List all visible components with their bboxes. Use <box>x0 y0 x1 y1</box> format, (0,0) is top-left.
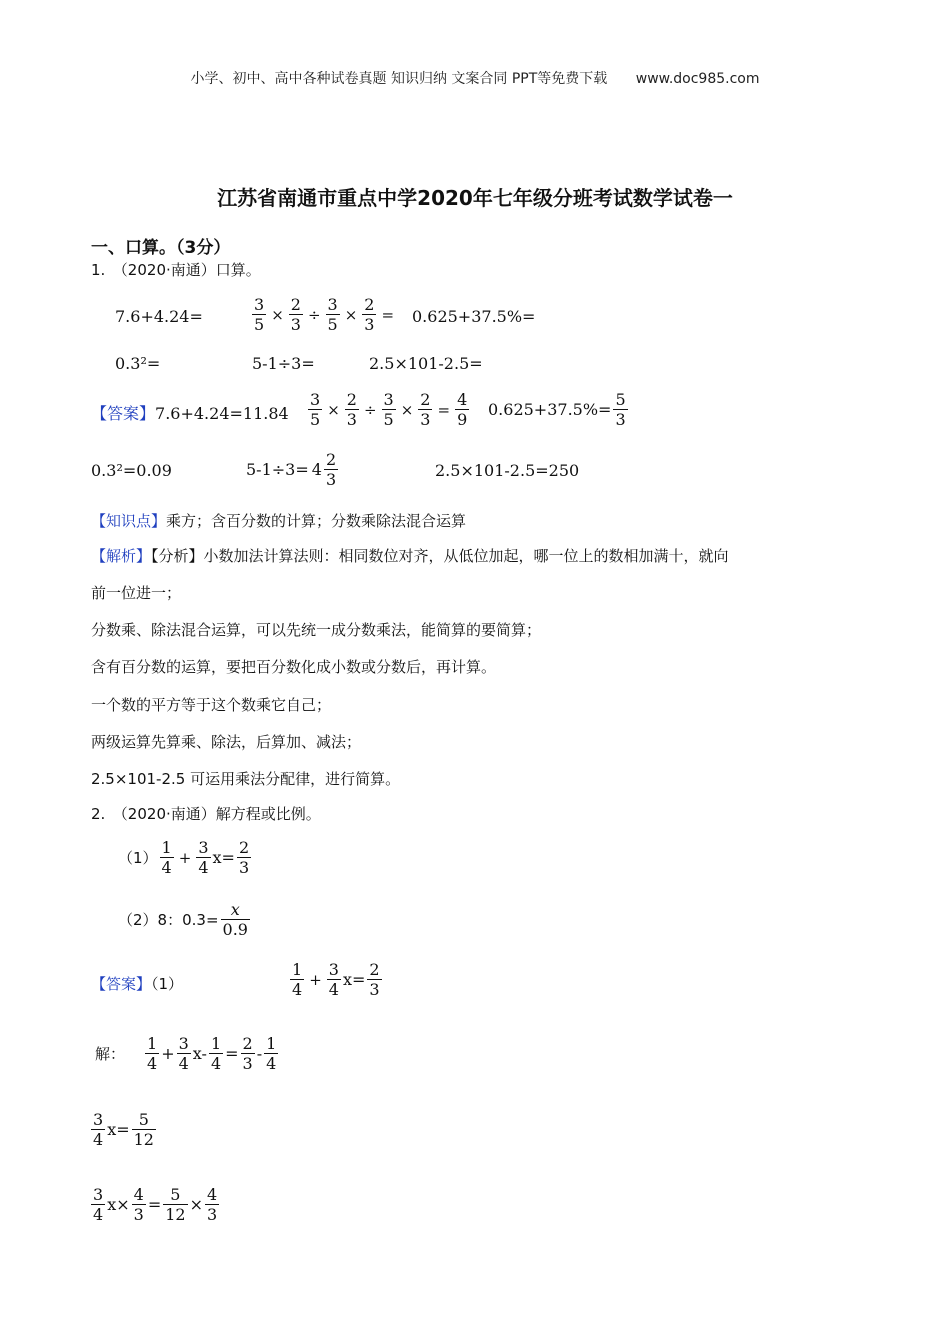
q1-problem-2: $\frac{3}{5}$ × $\frac{2}{3}$ ÷ $\frac{3}{5}$ × $\frac{2}{3}$ = <box>254 295 395 334</box>
question-2-label: 2. （2020·南通）解方程或比例。 <box>91 805 321 823</box>
analysis-line-6: 两级运算先算乘、除法，后算加、减法； <box>91 733 362 751</box>
solve-step-3: $\frac{3}{4}$ x× $\frac{4}{3}$ = $\frac{5}{12}$ × $\frac{4}{3}$ <box>93 1185 218 1224</box>
q1-problem-5: 5-1÷3= <box>252 354 315 373</box>
fraction: $\frac{5}{12}$ <box>165 1185 186 1224</box>
fraction: $\frac{1}{4}$ <box>147 1034 158 1073</box>
q1-answer-3: 0.625+37.5%= $\frac{5}{3}$ <box>488 390 626 429</box>
fraction: $\frac{5}{12}$ <box>133 1110 154 1149</box>
fraction: $\frac{2}{3}$ <box>325 450 337 489</box>
fraction: $\frac{1}{4}$ <box>266 1034 277 1073</box>
fraction: $\frac{3}{5}$ <box>310 390 321 429</box>
analysis-line-4: 含有百分数的运算，要把百分数化成小数或分数后，再计算。 <box>91 658 497 676</box>
header-text: 小学、初中、高中各种试卷真题 知识归纳 文案合同 PPT等免费下载 <box>190 71 608 87</box>
fraction: $\frac{2}{3}$ <box>420 390 431 429</box>
fraction: $\frac{3}{4}$ <box>328 960 339 999</box>
fraction: $\frac{2}{3}$ <box>346 390 357 429</box>
answer-tag: 【答案】 <box>91 975 152 993</box>
fraction: $\frac{2}{3}$ <box>369 960 380 999</box>
fraction: $\frac{1}{4}$ <box>292 960 303 999</box>
q1-problem-1: 7.6+4.24= <box>115 307 203 326</box>
fraction: $\frac{2}{3}$ <box>290 295 301 334</box>
fraction: $\frac{3}{4}$ <box>93 1185 104 1224</box>
q1-problem-6: 2.5×101-2.5= <box>369 354 483 373</box>
fraction: $\frac{2}{3}$ <box>364 295 375 334</box>
q1-answer-4: 0.3²=0.09 <box>91 461 172 480</box>
header-url[interactable]: www.doc985.com <box>635 71 760 87</box>
q1-problem-3: 0.625+37.5%= <box>412 307 536 326</box>
knowledge-tag: 【知识点】 <box>91 512 167 530</box>
question-1-label: 1. （2020·南通）口算。 <box>91 261 261 279</box>
analysis-line-3: 分数乘、除法混合运算，可以先统一成分数乘法，能简算的要简算； <box>91 621 542 639</box>
fraction: $\frac{2}{3}$ <box>238 838 250 877</box>
q1-answer-2: $\frac{3}{5}$ × $\frac{2}{3}$ ÷ $\frac{3}{5}$ × $\frac{2}{3}$ = $\frac{4}{9}$ <box>310 390 468 429</box>
fraction: $\frac{4}{9}$ <box>457 390 468 429</box>
analysis-line-5: 一个数的平方等于这个数乘它自己； <box>91 696 332 714</box>
fraction: $\frac{2}{3}$ <box>242 1034 253 1073</box>
page-header <box>0 68 950 88</box>
q1-answer-5: 5-1÷3= 4 $\frac{2}{3}$ <box>246 450 340 489</box>
fraction: $\frac{3}{5}$ <box>254 295 265 334</box>
q1-answer-6: 2.5×101-2.5=250 <box>435 461 580 480</box>
fraction: $\frac{5}{3}$ <box>615 390 626 429</box>
q2-answer-equation: $\frac{1}{4}$ + $\frac{3}{4}$ x= $\frac{2}{3}$ <box>292 960 380 999</box>
analysis-line-1: 【解析】【分析】小数加法计算法则：相同数位对齐，从低位加起，哪一位上的数相加满十，就向 <box>91 547 729 565</box>
fraction: $\frac{1}{4}$ <box>210 1034 222 1073</box>
q1-problem-4: 0.3²= <box>115 354 161 373</box>
fraction: $\frac{x}{0.9}$ <box>222 900 248 939</box>
q2-problem-2: （2）8：0.3= $\frac{x}{0.9}$ <box>118 900 248 939</box>
knowledge-points: 【知识点】乘方；含百分数的计算；分数乘除法混合运算 <box>91 512 467 530</box>
answer-tag: 【答案】 <box>91 404 156 423</box>
solve-step-1: 解： $\frac{1}{4}$ + $\frac{3}{4}$ x- $\frac{1}{4}$ = $\frac{2}{3}$ - $\frac{1}{4}$ <box>95 1034 277 1073</box>
fraction: $\frac{3}{4}$ <box>178 1034 189 1073</box>
q2-problem-1: （1） $\frac{1}{4}$ + $\frac{3}{4}$ x= $\frac{2}{3}$ <box>118 838 250 877</box>
q2-answer-label: 【答案】（1） <box>91 975 184 993</box>
fraction: $\frac{3}{4}$ <box>93 1110 104 1149</box>
analysis-line-2: 前一位进一； <box>91 584 182 602</box>
fraction: $\frac{3}{5}$ <box>383 390 394 429</box>
mixed-number: 4 $\frac{2}{3}$ <box>311 450 337 489</box>
analysis-line-7: 2.5×101-2.5 可运用乘法分配律，进行简算。 <box>91 770 401 788</box>
analysis-tag: 【解析】 <box>91 547 152 565</box>
fraction: $\frac{4}{3}$ <box>133 1185 144 1224</box>
q1-answer-1: 【答案】7.6+4.24=11.84 <box>91 404 289 423</box>
fraction: $\frac{3}{4}$ <box>198 838 209 877</box>
solve-step-2: $\frac{3}{4}$ x= $\frac{5}{12}$ <box>93 1110 154 1149</box>
section-heading-1: 一、口算。（3分） <box>91 238 231 258</box>
document-title: 江苏省南通市重点中学2020年七年级分班考试数学试卷一 <box>217 186 733 210</box>
fraction: $\frac{3}{5}$ <box>327 295 338 334</box>
fraction: $\frac{4}{3}$ <box>206 1185 218 1224</box>
fraction: $\frac{1}{4}$ <box>161 838 172 877</box>
